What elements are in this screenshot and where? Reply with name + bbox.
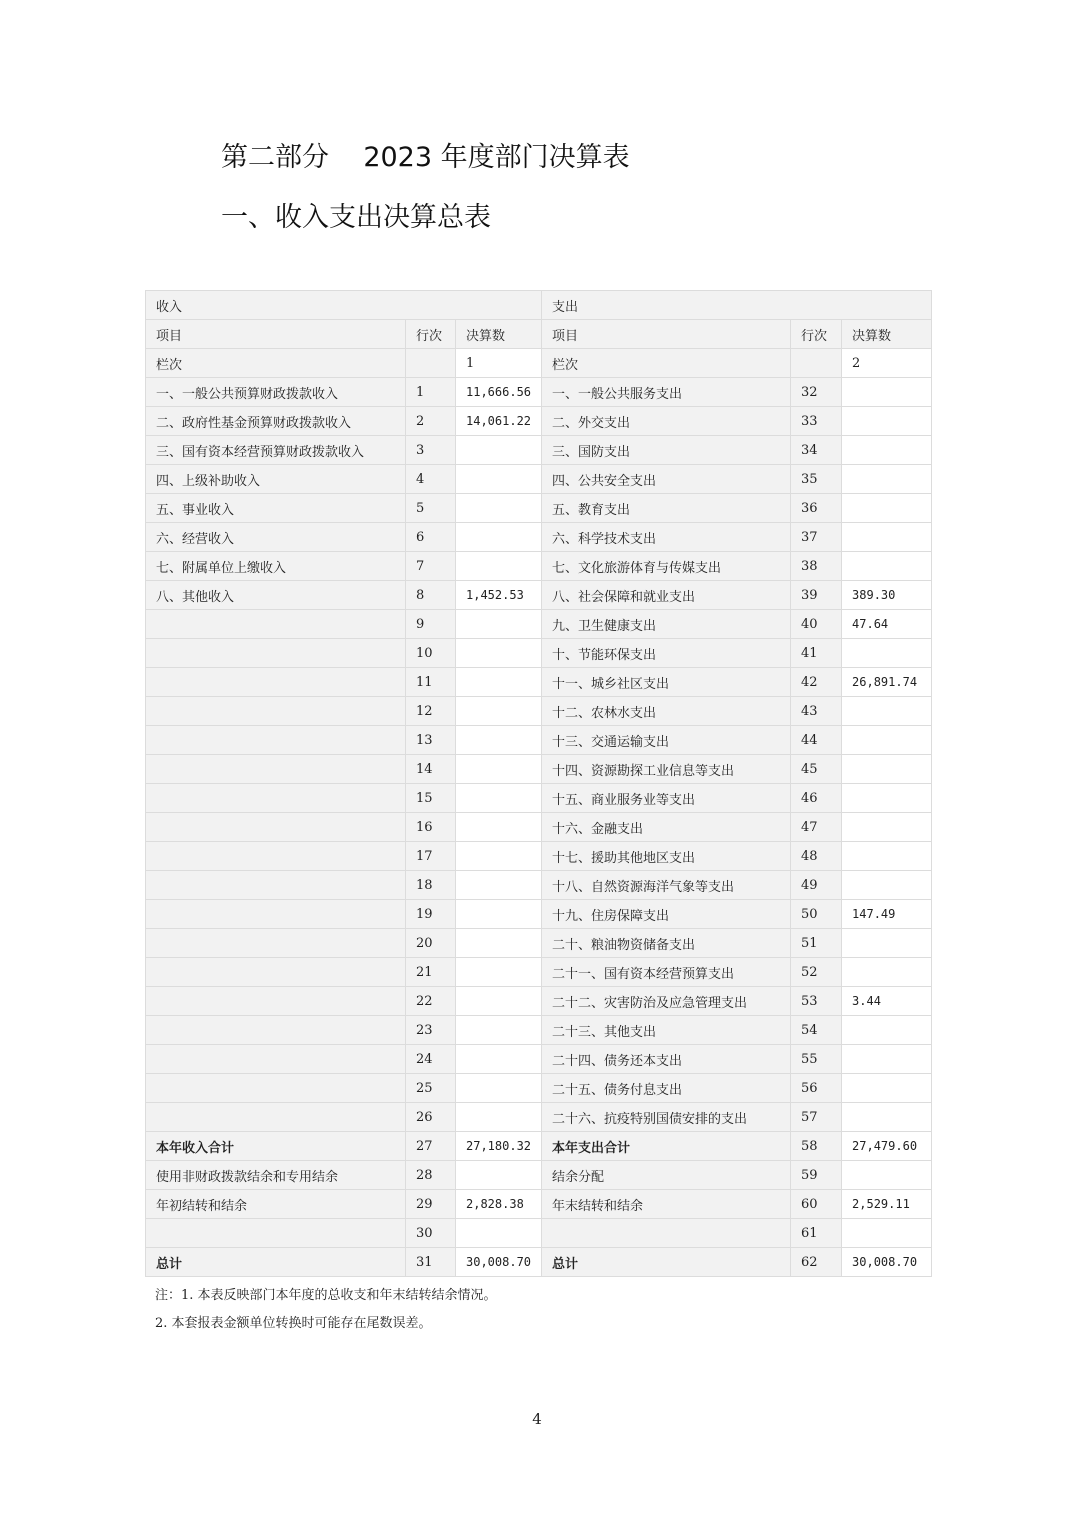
table-note-1: 注：1. 本表反映部门本年度的总收支和年末结转结余情况。 bbox=[155, 1288, 497, 1303]
expense-line-cell: 41 bbox=[791, 639, 842, 668]
expense-header: 支出 bbox=[542, 291, 932, 320]
table-summary-row bbox=[146, 1132, 932, 1161]
expense-line-cell: 56 bbox=[791, 1074, 842, 1103]
income-item-cell bbox=[146, 871, 406, 900]
income-amount-cell bbox=[456, 1161, 542, 1190]
expense-amount-cell bbox=[842, 871, 932, 900]
income-amount-cell: 30,008.70 bbox=[456, 1248, 542, 1277]
income-item-cell bbox=[146, 784, 406, 813]
income-line-cell: 22 bbox=[406, 987, 456, 1016]
income-line-cell: 25 bbox=[406, 1074, 456, 1103]
income-amount-cell bbox=[456, 958, 542, 987]
expense-item-cell: 二十四、债务还本支出 bbox=[542, 1045, 791, 1074]
income-amount-cell bbox=[456, 436, 542, 465]
expense-amount-cell bbox=[842, 523, 932, 552]
expense-item-cell: 二十六、抗疫特别国债安排的支出 bbox=[542, 1103, 791, 1132]
table-row bbox=[146, 958, 932, 987]
expense-line-cell: 55 bbox=[791, 1045, 842, 1074]
expense-amount-cell bbox=[842, 378, 932, 407]
table-row bbox=[146, 436, 932, 465]
expense-line-cell: 54 bbox=[791, 1016, 842, 1045]
income-item-cell: 七、附属单位上缴收入 bbox=[146, 552, 406, 581]
expense-line-cell: 37 bbox=[791, 523, 842, 552]
table-row bbox=[146, 900, 932, 929]
expense-item-cell: 七、文化旅游体育与传媒支出 bbox=[542, 552, 791, 581]
table-row bbox=[146, 1045, 932, 1074]
income-line-cell: 1 bbox=[406, 378, 456, 407]
income-index-label: 栏次 bbox=[146, 349, 406, 378]
table-row bbox=[146, 378, 932, 407]
income-amount-cell bbox=[456, 755, 542, 784]
expense-item-cell: 八、社会保障和就业支出 bbox=[542, 581, 791, 610]
income-line-cell: 18 bbox=[406, 871, 456, 900]
expense-item-cell: 二十二、灾害防治及应急管理支出 bbox=[542, 987, 791, 1016]
expense-amount-cell bbox=[842, 813, 932, 842]
income-item-cell bbox=[146, 1016, 406, 1045]
income-expense-table bbox=[145, 290, 932, 1277]
expense-amount-cell bbox=[842, 784, 932, 813]
income-col-item: 项目 bbox=[146, 320, 406, 349]
income-item-cell: 八、其他收入 bbox=[146, 581, 406, 610]
income-amount-cell bbox=[456, 900, 542, 929]
expense-line-cell: 32 bbox=[791, 378, 842, 407]
expense-line-cell: 36 bbox=[791, 494, 842, 523]
expense-line-cell: 35 bbox=[791, 465, 842, 494]
income-item-cell bbox=[146, 697, 406, 726]
table-row bbox=[146, 697, 932, 726]
income-line-cell: 28 bbox=[406, 1161, 456, 1190]
income-amount-cell bbox=[456, 929, 542, 958]
income-amount-cell bbox=[456, 871, 542, 900]
table-row bbox=[146, 755, 932, 784]
income-amount-cell: 11,666.56 bbox=[456, 378, 542, 407]
expense-amount-cell: 26,891.74 bbox=[842, 668, 932, 697]
table-row bbox=[146, 871, 932, 900]
expense-item-cell: 十五、商业服务业等支出 bbox=[542, 784, 791, 813]
expense-amount-cell: 147.49 bbox=[842, 900, 932, 929]
income-item-cell bbox=[146, 987, 406, 1016]
income-line-cell: 2 bbox=[406, 407, 456, 436]
table-row bbox=[146, 610, 932, 639]
expense-item-cell bbox=[542, 1219, 791, 1248]
income-item-cell bbox=[146, 726, 406, 755]
expense-item-cell: 本年支出合计 bbox=[542, 1132, 791, 1161]
expense-amount-cell bbox=[842, 1074, 932, 1103]
income-col-amount: 决算数 bbox=[456, 320, 542, 349]
expense-item-cell: 一、一般公共服务支出 bbox=[542, 378, 791, 407]
income-item-cell bbox=[146, 900, 406, 929]
income-item-cell bbox=[146, 1103, 406, 1132]
expense-amount-cell: 27,479.60 bbox=[842, 1132, 932, 1161]
expense-item-cell: 十三、交通运输支出 bbox=[542, 726, 791, 755]
table-note-2: 2. 本套报表金额单位转换时可能存在尾数误差。 bbox=[155, 1316, 432, 1331]
expense-amount-cell bbox=[842, 929, 932, 958]
expense-item-cell: 总计 bbox=[542, 1248, 791, 1277]
expense-amount-cell bbox=[842, 697, 932, 726]
expense-item-cell: 二、外交支出 bbox=[542, 407, 791, 436]
income-line-cell: 24 bbox=[406, 1045, 456, 1074]
expense-amount-cell bbox=[842, 436, 932, 465]
expense-item-cell: 五、教育支出 bbox=[542, 494, 791, 523]
income-amount-cell: 27,180.32 bbox=[456, 1132, 542, 1161]
expense-amount-cell bbox=[842, 1045, 932, 1074]
expense-amount-cell bbox=[842, 1161, 932, 1190]
income-index-value: 1 bbox=[456, 349, 542, 378]
expense-amount-cell bbox=[842, 1219, 932, 1248]
expense-item-cell: 十六、金融支出 bbox=[542, 813, 791, 842]
expense-line-cell: 40 bbox=[791, 610, 842, 639]
income-line-cell: 3 bbox=[406, 436, 456, 465]
income-amount-cell: 1,452.53 bbox=[456, 581, 542, 610]
income-col-line: 行次 bbox=[406, 320, 456, 349]
expense-item-cell: 十八、自然资源海洋气象等支出 bbox=[542, 871, 791, 900]
income-line-cell: 12 bbox=[406, 697, 456, 726]
income-item-cell: 五、事业收入 bbox=[146, 494, 406, 523]
expense-line-cell: 48 bbox=[791, 842, 842, 871]
table-row bbox=[146, 987, 932, 1016]
expense-line-cell: 47 bbox=[791, 813, 842, 842]
income-line-cell: 20 bbox=[406, 929, 456, 958]
page-part-title: 第二部分 2023 年度部门决算表 bbox=[221, 142, 630, 173]
income-line-cell: 6 bbox=[406, 523, 456, 552]
table-row bbox=[146, 581, 932, 610]
expense-amount-cell: 30,008.70 bbox=[842, 1248, 932, 1277]
income-amount-cell: 2,828.38 bbox=[456, 1190, 542, 1219]
expense-item-cell: 二十一、国有资本经营预算支出 bbox=[542, 958, 791, 987]
expense-line-cell: 58 bbox=[791, 1132, 842, 1161]
expense-item-cell: 十二、农林水支出 bbox=[542, 697, 791, 726]
income-line-cell: 5 bbox=[406, 494, 456, 523]
expense-line-cell: 49 bbox=[791, 871, 842, 900]
income-amount-cell bbox=[456, 842, 542, 871]
section-title: 一、收入支出决算总表 bbox=[221, 202, 491, 233]
income-amount-cell bbox=[456, 610, 542, 639]
income-amount-cell bbox=[456, 784, 542, 813]
income-line-cell: 17 bbox=[406, 842, 456, 871]
table-index-row bbox=[146, 349, 932, 378]
table-row bbox=[146, 494, 932, 523]
income-line-cell: 13 bbox=[406, 726, 456, 755]
income-line-cell: 11 bbox=[406, 668, 456, 697]
expense-line-cell: 51 bbox=[791, 929, 842, 958]
income-line-cell: 7 bbox=[406, 552, 456, 581]
expense-item-cell: 二十五、债务付息支出 bbox=[542, 1074, 791, 1103]
income-line-cell: 27 bbox=[406, 1132, 456, 1161]
income-header: 收入 bbox=[146, 291, 542, 320]
expense-amount-cell bbox=[842, 726, 932, 755]
income-line-cell: 14 bbox=[406, 755, 456, 784]
income-line-cell: 29 bbox=[406, 1190, 456, 1219]
income-amount-cell bbox=[456, 1219, 542, 1248]
expense-line-cell: 34 bbox=[791, 436, 842, 465]
income-item-cell bbox=[146, 610, 406, 639]
income-line-cell: 9 bbox=[406, 610, 456, 639]
expense-line-cell: 44 bbox=[791, 726, 842, 755]
income-line-cell: 16 bbox=[406, 813, 456, 842]
income-amount-cell bbox=[456, 1103, 542, 1132]
expense-amount-cell bbox=[842, 407, 932, 436]
table-row bbox=[146, 523, 932, 552]
expense-amount-cell: 47.64 bbox=[842, 610, 932, 639]
income-amount-cell bbox=[456, 726, 542, 755]
income-item-cell bbox=[146, 1045, 406, 1074]
expense-amount-cell bbox=[842, 1016, 932, 1045]
income-item-cell: 六、经营收入 bbox=[146, 523, 406, 552]
income-amount-cell bbox=[456, 465, 542, 494]
income-line-cell: 26 bbox=[406, 1103, 456, 1132]
table-summary-row bbox=[146, 1190, 932, 1219]
table-row bbox=[146, 784, 932, 813]
expense-item-cell: 年末结转和结余 bbox=[542, 1190, 791, 1219]
expense-item-cell: 二十、粮油物资储备支出 bbox=[542, 929, 791, 958]
expense-amount-cell bbox=[842, 494, 932, 523]
income-item-cell: 使用非财政拨款结余和专用结余 bbox=[146, 1161, 406, 1190]
income-amount-cell bbox=[456, 1045, 542, 1074]
expense-item-cell: 结余分配 bbox=[542, 1161, 791, 1190]
income-line-cell: 8 bbox=[406, 581, 456, 610]
expense-line-cell: 52 bbox=[791, 958, 842, 987]
income-item-cell: 一、一般公共预算财政拨款收入 bbox=[146, 378, 406, 407]
expense-line-cell: 33 bbox=[791, 407, 842, 436]
table-row bbox=[146, 842, 932, 871]
expense-line-cell: 46 bbox=[791, 784, 842, 813]
expense-line-cell: 45 bbox=[791, 755, 842, 784]
income-amount-cell bbox=[456, 523, 542, 552]
expense-amount-cell bbox=[842, 755, 932, 784]
expense-amount-cell: 389.30 bbox=[842, 581, 932, 610]
expense-item-cell: 九、卫生健康支出 bbox=[542, 610, 791, 639]
expense-line-cell: 50 bbox=[791, 900, 842, 929]
income-amount-cell bbox=[456, 697, 542, 726]
income-line-cell: 23 bbox=[406, 1016, 456, 1045]
expense-index-label: 栏次 bbox=[542, 349, 791, 378]
income-amount-cell: 14,061.22 bbox=[456, 407, 542, 436]
income-amount-cell bbox=[456, 552, 542, 581]
table-summary-row bbox=[146, 1248, 932, 1277]
expense-col-amount: 决算数 bbox=[842, 320, 932, 349]
expense-line-cell: 42 bbox=[791, 668, 842, 697]
expense-line-cell: 43 bbox=[791, 697, 842, 726]
table-group-header-row bbox=[146, 291, 932, 320]
expense-item-cell: 十一、城乡社区支出 bbox=[542, 668, 791, 697]
table-row bbox=[146, 813, 932, 842]
expense-line-cell: 61 bbox=[791, 1219, 842, 1248]
expense-col-item: 项目 bbox=[542, 320, 791, 349]
expense-line-cell: 62 bbox=[791, 1248, 842, 1277]
table-row bbox=[146, 552, 932, 581]
expense-item-cell: 二十三、其他支出 bbox=[542, 1016, 791, 1045]
expense-item-cell: 三、国防支出 bbox=[542, 436, 791, 465]
expense-amount-cell bbox=[842, 842, 932, 871]
income-amount-cell bbox=[456, 813, 542, 842]
table-column-header-row bbox=[146, 320, 932, 349]
table-row bbox=[146, 407, 932, 436]
expense-line-cell: 53 bbox=[791, 987, 842, 1016]
expense-item-cell: 十、节能环保支出 bbox=[542, 639, 791, 668]
expense-item-cell: 十九、住房保障支出 bbox=[542, 900, 791, 929]
expense-line-cell: 57 bbox=[791, 1103, 842, 1132]
expense-amount-cell bbox=[842, 552, 932, 581]
income-item-cell bbox=[146, 639, 406, 668]
table-row bbox=[146, 1016, 932, 1045]
expense-line-cell: 39 bbox=[791, 581, 842, 610]
income-item-cell: 四、上级补助收入 bbox=[146, 465, 406, 494]
income-line-cell: 30 bbox=[406, 1219, 456, 1248]
income-line-cell: 10 bbox=[406, 639, 456, 668]
table-row bbox=[146, 726, 932, 755]
income-line-cell: 15 bbox=[406, 784, 456, 813]
income-item-cell bbox=[146, 755, 406, 784]
income-amount-cell bbox=[456, 494, 542, 523]
expense-line-cell: 38 bbox=[791, 552, 842, 581]
expense-amount-cell: 2,529.11 bbox=[842, 1190, 932, 1219]
expense-amount-cell bbox=[842, 465, 932, 494]
table-row bbox=[146, 1103, 932, 1132]
income-item-cell: 年初结转和结余 bbox=[146, 1190, 406, 1219]
income-index-line bbox=[406, 349, 456, 378]
expense-amount-cell bbox=[842, 1103, 932, 1132]
table-row bbox=[146, 639, 932, 668]
income-item-cell bbox=[146, 668, 406, 697]
income-amount-cell bbox=[456, 639, 542, 668]
income-item-cell bbox=[146, 929, 406, 958]
income-item-cell bbox=[146, 1074, 406, 1103]
expense-item-cell: 十七、援助其他地区支出 bbox=[542, 842, 791, 871]
income-amount-cell bbox=[456, 1016, 542, 1045]
income-line-cell: 31 bbox=[406, 1248, 456, 1277]
income-item-cell bbox=[146, 813, 406, 842]
income-item-cell bbox=[146, 1219, 406, 1248]
expense-index-value: 2 bbox=[842, 349, 932, 378]
income-item-cell: 本年收入合计 bbox=[146, 1132, 406, 1161]
income-line-cell: 4 bbox=[406, 465, 456, 494]
income-line-cell: 21 bbox=[406, 958, 456, 987]
expense-line-cell: 59 bbox=[791, 1161, 842, 1190]
expense-amount-cell bbox=[842, 639, 932, 668]
table-row bbox=[146, 929, 932, 958]
expense-amount-cell bbox=[842, 958, 932, 987]
table-summary-row bbox=[146, 1219, 932, 1248]
expense-item-cell: 六、科学技术支出 bbox=[542, 523, 791, 552]
income-item-cell bbox=[146, 958, 406, 987]
income-amount-cell bbox=[456, 668, 542, 697]
income-item-cell bbox=[146, 842, 406, 871]
table-summary-row bbox=[146, 1161, 932, 1190]
page-number: 4 bbox=[532, 1410, 542, 1428]
income-amount-cell bbox=[456, 987, 542, 1016]
table-row bbox=[146, 465, 932, 494]
income-item-cell: 总计 bbox=[146, 1248, 406, 1277]
expense-item-cell: 四、公共安全支出 bbox=[542, 465, 791, 494]
income-item-cell: 二、政府性基金预算财政拨款收入 bbox=[146, 407, 406, 436]
expense-index-line bbox=[791, 349, 842, 378]
expense-col-line: 行次 bbox=[791, 320, 842, 349]
expense-item-cell: 十四、资源勘探工业信息等支出 bbox=[542, 755, 791, 784]
income-amount-cell bbox=[456, 1074, 542, 1103]
expense-line-cell: 60 bbox=[791, 1190, 842, 1219]
income-line-cell: 19 bbox=[406, 900, 456, 929]
income-item-cell: 三、国有资本经营预算财政拨款收入 bbox=[146, 436, 406, 465]
table-row bbox=[146, 1074, 932, 1103]
table-row bbox=[146, 668, 932, 697]
expense-amount-cell: 3.44 bbox=[842, 987, 932, 1016]
